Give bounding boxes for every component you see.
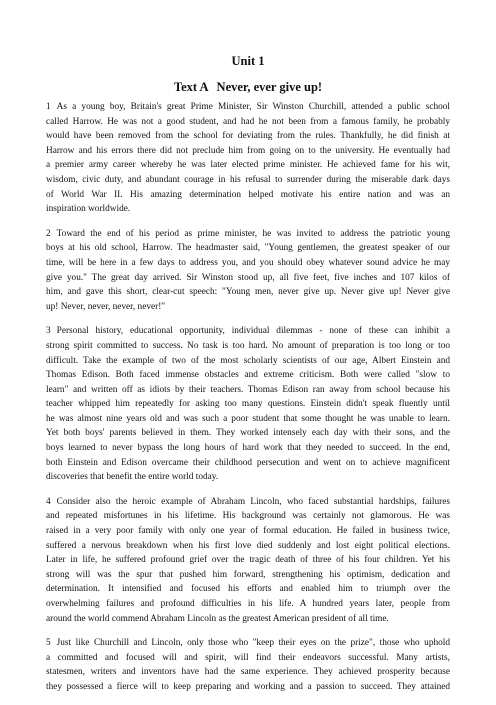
paragraph-number: 5 (46, 638, 51, 649)
paragraph-number: 2 (46, 228, 51, 239)
paragraph-line: statesmen, writers and inventors have had the same experience. They achieved prosperity because (46, 667, 450, 678)
paragraph-line: boys at his old school, Harrow. The headmaster said, "Young gentlemen, the greatest speaker of our (46, 243, 450, 254)
paragraph-5 (46, 636, 450, 694)
text-label: Text A (173, 80, 209, 94)
paragraph-line-text: Just like Churchill and Lincoln, only those who "keep their eyes on the prize", those who uphold (56, 638, 450, 649)
paragraph-line (46, 324, 450, 339)
paragraph-line: suffered a nervous breakdown when his first love died suddenly and lost eight political elections. (46, 540, 450, 551)
paragraph-line (46, 495, 450, 510)
paragraph-line-text: As a young boy, Britain's great Prime Minister, Sir Winston Churchill, attended a public school (56, 102, 450, 112)
paragraph-line: learn" and written off as idiots by their teachers. Thomas Edison ran away from school because his (46, 384, 450, 395)
paragraph-number: 3 (46, 326, 51, 337)
paragraph-line: time, will be here in a few days to address you, and you should obey whatever sound advice he may (46, 257, 450, 268)
paragraph-line: around the world commend Abraham Lincoln as the greatest American president of all time. (46, 613, 389, 624)
paragraph-line: and repeated misfortunes in his lifetime. His background was certainly not glamorous. He was (46, 511, 450, 522)
paragraph-line: he was almost nine years old and was such a poor student that some thought he was unable to learn. (46, 413, 450, 424)
paragraph-line (46, 100, 450, 115)
paragraph-2 (46, 227, 450, 315)
paragraph-1 (46, 100, 450, 217)
paragraph-line: they possessed a fierce will to keep preparing and working and a passion to succeed. They attained (46, 681, 450, 692)
paragraph-line: of World War II. His amazing determination helped motivate his entire nation and was an (46, 189, 450, 200)
article-body (46, 100, 450, 705)
paragraph-line: raised in a very poor family with only one year of formal education. He failed in business twice, (46, 526, 450, 537)
paragraph-line: both Einstein and Edison overcame their childhood persecution and went on to achieve magnificent (46, 457, 450, 468)
paragraph-line-text: Toward the end of his period as prime minister, he was invited to address the patriotic young (56, 228, 450, 239)
article-title: Never, ever give up! (216, 80, 323, 94)
paragraph-line: wisdom, civic duty, and abundant courage in his refusal to surrender during the miserable dark days (46, 174, 450, 185)
paragraph-line: boys learned to never bypass the long hours of hard work that they needed to succeed. In the end, (46, 443, 450, 454)
paragraph-line: strong will was the spur that pushed him forward, strengthening his optimism, dedication and (46, 569, 450, 580)
paragraph-line: teacher whipped him repeatedly for asking too many questions. Einstein didn't speak fluently until (46, 399, 450, 410)
paragraph-line: him, and gave this short, clear-cut speech: "Young men, never give up. Never give up! Never give (46, 287, 450, 298)
paragraph-line (46, 636, 450, 651)
paragraph-3 (46, 324, 450, 485)
paragraph-line: would have been removed from the school for deviating from the rules. Thankfully, he did finish at (46, 131, 450, 142)
paragraph-line: difficult. Take the example of two of the most scholarly scientists of our age, Albert Einstein and (46, 355, 450, 366)
paragraph-number: 4 (46, 496, 51, 507)
paragraph-line: Later in life, he suffered profound grief over the tragic death of three of his four children. Yet his (46, 555, 450, 566)
paragraph-line: give you." The great day arrived. Sir Winston stood up, all five feet, five inches and 107 kilos of (46, 272, 450, 283)
paragraph-line (46, 227, 450, 242)
paragraph-line: determination. It intensified and focused his efforts and enabled him to triumph over the (46, 584, 450, 595)
paragraph-line: Yet both boys' parents believed in them. They worked intensely each day with their sons, and the (46, 428, 450, 439)
paragraph-line: up! Never, never, never, never!" (46, 301, 166, 312)
text-title (0, 80, 496, 94)
paragraph-line: discoveries that benefit the entire world today. (46, 472, 219, 483)
paragraph-line: a premier army career whereby he was later elected prime minister. He achieved fame for his wit, (46, 160, 450, 171)
unit-title: Unit 1 (231, 54, 265, 68)
paragraph-line: strong spirit committed to success. No task is too hard. No amount of preparation is too long or too (46, 340, 450, 351)
paragraph-4 (46, 495, 450, 626)
paragraph-line-text: Personal history, educational opportunity, individual dilemmas - none of these can inhibit a (56, 326, 450, 337)
paragraph-line-text: Consider also the heroic example of Abraham Lincoln, who faced substantial hardships, failures (56, 496, 450, 507)
paragraph-line: called Harrow. He was not a good student, and had he not been from a famous family, he probably (46, 116, 450, 127)
paragraph-line: inspiration worldwide. (46, 204, 131, 215)
paragraph-line: Harrow and his errors there did not preclude him from going on to the university. He eventually had (46, 145, 450, 156)
paragraph-line: overwhelming failures and profound difficulties in his life. A hundred years later, people from (46, 599, 450, 609)
paragraph-line: a committed and focused will and spirit, will find their endeavors successful. Many artists, (46, 652, 450, 663)
paragraph-number: 1 (46, 102, 51, 112)
paragraph-line: Thomas Edison. Both faced immense obstacles and extreme criticism. Both were called "slow to (46, 370, 450, 381)
